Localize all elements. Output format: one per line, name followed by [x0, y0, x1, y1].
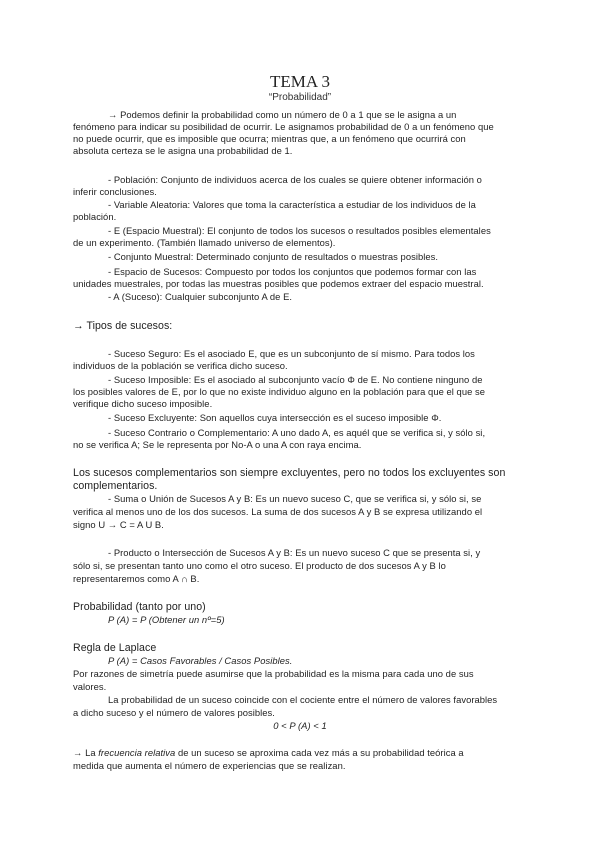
intro-line: fenómeno para indicar su posibilidad de ocurrir. Le asignamos probabilidad de 0 a un fenómeno que	[73, 121, 494, 132]
tipo-line: - Suceso Excluyente: Son aquellos cuya intersección es el suceso imposible Φ.	[108, 412, 442, 423]
definition-line: de un experimento. (También llamado universo de elementos).	[73, 237, 336, 248]
definition-line: población.	[73, 211, 117, 222]
section-heading: → Tipos de sucesos:	[73, 320, 173, 332]
probabilidad-formula: P (A) = P (Obtener un nº=5)	[108, 614, 225, 625]
definition-line: - Espacio de Sucesos: Compuesto por todos los conjuntos que podemos formar con las	[108, 266, 477, 277]
page-subtitle: “Probabilidad”	[268, 92, 332, 103]
producto-line: representaremos como A ∩ B.	[73, 573, 200, 584]
tipo-line: - Suceso Imposible: Es el asociado al subconjunto vacío Φ de E. No contiene ninguno de	[108, 374, 483, 385]
complementarios-line: Los sucesos complementarios son siempre excluyentes, pero no todos los excluyentes son	[73, 467, 506, 479]
definition-line: - Variable Aleatoria: Valores que toma la característica a estudiar de los individuos de la	[108, 199, 476, 210]
laplace-range: 0 < P (A) < 1	[273, 720, 327, 731]
tipo-line: verifique dicho suceso imposible.	[73, 398, 213, 409]
intro-line: → Podemos definir la probabilidad como un número de 0 a 1 que se le asigna a un	[108, 109, 457, 120]
definition-line: - A (Suceso): Cualquier subconjunto A de E.	[108, 291, 293, 302]
intro-line: no puede ocurrir, que es imposible que ocurra; mientras que, a un fenómeno que ocurrirá con	[73, 133, 466, 144]
laplace-formula: P (A) = Casos Favorables / Casos Posibles.	[108, 655, 293, 666]
suma-line: signo U → C = A U B.	[73, 519, 164, 530]
probabilidad-heading: Probabilidad (tanto por uno)	[73, 601, 206, 613]
definition-line: - E (Espacio Muestral): El conjunto de todos los sucesos o resultados posibles elementales	[108, 225, 491, 236]
page-title: TEMA 3	[270, 72, 330, 91]
producto-line: sólo si, se presentan tanto uno como el otro suceso. El producto de dos sucesos A y B lo	[73, 560, 446, 571]
intro-line: absoluta certeza se le asigna una probabilidad de 1.	[73, 145, 293, 156]
suma-line: - Suma o Unión de Sucesos A y B: Es un nuevo suceso C, que se verifica si, y sólo si, se	[108, 493, 482, 504]
laplace-line: La probabilidad de un suceso coincide con el cociente entre el número de valores favorables	[108, 694, 498, 705]
frecuencia-arrow: → La	[73, 747, 99, 758]
definition-line: - Conjunto Muestral: Determinado conjunto de resultados o muestras posibles.	[108, 251, 439, 262]
definition-line: unidades muestrales, por todas las muestras posibles que podemos extraer del espacio muestral.	[73, 278, 484, 289]
definition-line: inferir conclusiones.	[73, 186, 157, 197]
frecuencia-line	[73, 747, 464, 759]
frecuencia-term: frecuencia relativa	[98, 747, 176, 758]
tipo-line: - Suceso Seguro: Es el asociado E, que es un subconjunto de sí mismo. Para todos los	[108, 348, 475, 359]
frecuencia-line: medida que aumenta el número de experiencias que se realizan.	[73, 760, 346, 771]
suma-line: verifica al menos uno de los dos sucesos. La suma de dos sucesos A y B se expresa utilizando el	[73, 506, 483, 517]
producto-line: - Producto o Intersección de Sucesos A y B: Es un nuevo suceso C que se presenta si, y	[108, 547, 481, 558]
laplace-heading: Regla de Laplace	[73, 642, 157, 654]
definition-line: - Población: Conjunto de individuos acerca de los cuales se quiere obtener información o	[108, 174, 482, 185]
tipo-line: los posibles valores de E, por lo que no existe individuo alguno en la población para que el que se	[73, 386, 485, 397]
tipo-line: individuos de la población se verifica dicho suceso.	[73, 360, 288, 371]
laplace-line: valores.	[73, 681, 107, 692]
tipo-line: - Suceso Contrario o Complementario: A uno dado A, es aquél que se verifica si, y sólo si,	[108, 427, 486, 438]
tipo-line: no se verifica A; Se le representa por No-A o una A con raya encima.	[73, 439, 362, 450]
laplace-line: a dicho suceso y el número de valores posibles.	[73, 707, 275, 718]
frecuencia-rest: de un suceso se aproxima cada vez más a su probabilidad teórica a	[175, 747, 464, 758]
complementarios-line: complementarios.	[73, 480, 158, 492]
laplace-line: Por razones de simetría puede asumirse que la probabilidad es la misma para cada uno de sus	[73, 668, 474, 679]
